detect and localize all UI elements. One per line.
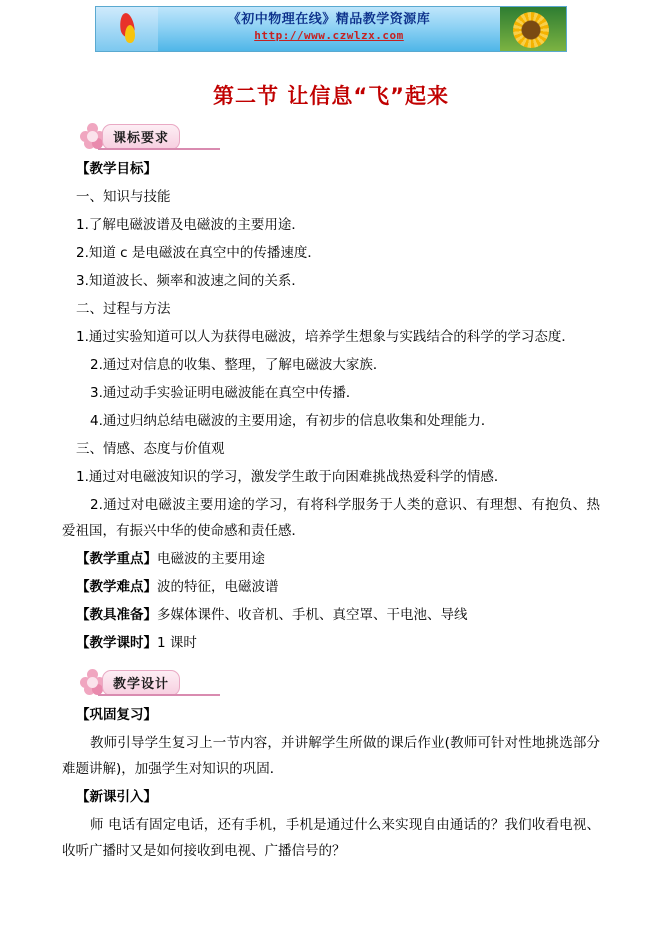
- paragraph: [62, 546, 600, 572]
- section-badge-label: 课标要求: [102, 124, 180, 150]
- page-title: 第二节 让信息“飞”起来: [213, 84, 449, 108]
- section-heading-curriculum: [80, 122, 220, 150]
- section-heading-teaching-design: [80, 668, 220, 696]
- paragraph: [62, 602, 600, 628]
- paragraph: [62, 630, 600, 656]
- paragraph: 3.通过动手实验证明电磁波能在真空中传播．: [90, 385, 360, 401]
- paragraph: 教师引导学生复习上一节内容，并讲解学生所做的课后作业(教师可针对性地挑选部分难题讲解)，加强学生对知识的巩固．: [62, 735, 600, 777]
- banner-url[interactable]: http://www.czwlzx.com: [254, 29, 404, 42]
- document-body: [0, 80, 662, 864]
- banner-left-panel: [96, 7, 158, 51]
- value-teaching-focus: 电磁波的主要用途: [157, 551, 265, 567]
- paragraph: 1.通过对电磁波知识的学习，激发学生敢于向困难挑战热爱科学的情感．: [76, 469, 508, 485]
- document-page: [0, 6, 662, 941]
- paragraph: 1.通过实验知道可以人为获得电磁波，培养学生想象与实践结合的科学的学习态度．: [76, 329, 575, 345]
- sunflower-petals-icon: [513, 12, 549, 48]
- paragraph: [62, 574, 600, 600]
- label-teaching-difficulty: 【教学难点】: [76, 579, 157, 595]
- paragraph: 2.通过对电磁波主要用途的学习，有将科学服务于人类的意识、有理想、有抱负、热爱祖国，有振兴中华的使命感和责任感．: [62, 497, 600, 539]
- label-class-hours: 【教学课时】: [76, 635, 157, 651]
- banner-text-block: [158, 7, 500, 51]
- paragraph: [62, 702, 600, 728]
- section-badge-label: 教学设计: [102, 670, 180, 696]
- label-review: 【巩固复习】: [76, 707, 157, 723]
- sunflower-icon: [500, 7, 566, 51]
- value-teaching-aids: 多媒体课件、收音机、手机、真空罩、干电池、导线: [157, 607, 468, 623]
- label-teaching-focus: 【教学重点】: [76, 551, 157, 567]
- paragraph: 一、知识与技能: [76, 189, 171, 205]
- flame-logo-icon: [118, 13, 138, 45]
- paragraph: 二、过程与方法: [76, 301, 171, 317]
- label-new-lesson-intro: 【新课引入】: [76, 789, 157, 805]
- paragraph: 4.通过归纳总结电磁波的主要用途，有初步的信息收集和处理能力．: [90, 413, 495, 429]
- section-underline: [98, 694, 220, 696]
- paragraph: [62, 156, 600, 182]
- paragraph: 师 电话有固定电话，还有手机，手机是通过什么来实现自由通话的？我们收看电视、收听广播时又是如何接收到电视、广播信号的？: [62, 817, 600, 859]
- paragraph: 2.知道 c 是电磁波在真空中的传播速度．: [76, 245, 321, 261]
- paragraph: [62, 784, 600, 810]
- paragraph: 2.通过对信息的收集、整理，了解电磁波大家族．: [90, 357, 387, 373]
- site-banner: [95, 6, 567, 52]
- banner-title: 《初中物理在线》精品教学资源库: [227, 12, 431, 27]
- value-class-hours: 1 课时: [157, 635, 197, 651]
- paragraph-heading: 【教学目标】: [76, 161, 157, 177]
- label-teaching-aids: 【教具准备】: [76, 607, 157, 623]
- paragraph: 3.知道波长、频率和波速之间的关系．: [76, 273, 305, 289]
- value-teaching-difficulty: 波的特征，电磁波谱: [157, 579, 279, 595]
- paragraph: 1.了解电磁波谱及电磁波的主要用途．: [76, 217, 305, 233]
- section-underline: [98, 148, 220, 150]
- paragraph: 三、情感、态度与价值观: [76, 441, 225, 457]
